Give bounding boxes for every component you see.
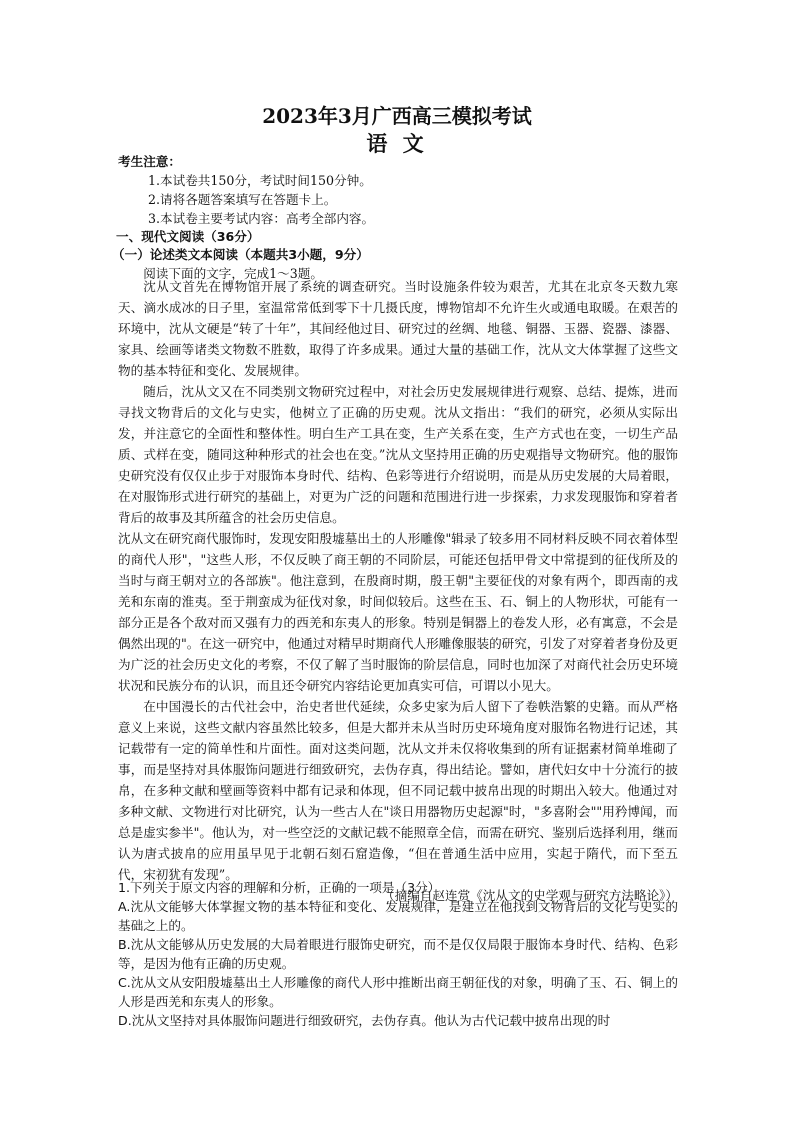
option-b: B.沈从文能够从历史发展的大局着眼进行服饰史研究，而不是仅仅局限于服饰本身时代、结构、色彩等，是因为他有正确的历史观。 xyxy=(118,937,678,971)
notice-item: 2.请将各题答案填写在答题卡上。 xyxy=(148,192,337,207)
notice-heading: 考生注意： xyxy=(118,154,181,169)
question-stem: 1.下列关于原文内容的理解和分析，正确的一项是（3分） xyxy=(118,880,441,895)
section-subtitle: （一）论述类文本阅读（本题共3小题，9分） xyxy=(112,247,369,262)
option-d: D.沈从文坚持对具体服饰问题进行细致研究，去伪存真。他认为古代记载中披帛出现的时 xyxy=(118,1013,611,1028)
reading-instruction: 阅读下面的文字，完成1～3题。 xyxy=(143,266,323,281)
article-paragraph: 在中国漫长的古代社会中，治史者世代延续，众多史家为后人留下了卷帙浩繁的史籍。而从严格意义上来说，这些文献内容虽然比较多，但是大都并未从当时历史环境角度对服饰名物进行记述，其记载带有一定的简单性和片面性。面对这类问题，沈从文并未仅将收集到的所有证据素材简单堆砌了事，而是坚持对具体服饰问题进行细致研究，去伪存真，得出结论。譬如，唐代妇女中十分流行的披帛，在多种文献和壁画等资料中都有记录和体现，但不同记载中披帛出现的时期出入较大。他通过对多种文献、文物进行对比研究，认为一些古人在"谈日用器物历史起源"时，"多喜附会""用矜博闻，而总是虚实参半"。他认为，对一些空泛的文献记载不能照章全信，而需在研究、鉴别后选择利用，继而认为唐式披帛的应用虽早见于北朝石刻石窟造像，“但在普通生活中应用，实起于隋代，而下至五代，宋初犹有发现”。 xyxy=(118,699,678,882)
option-c: C.沈从文从安阳殷墟墓出土人形雕像的商代人形中推断出商王朝征伐的对象，明确了玉、石、铜上的人形是西羌和东夷人的形象。 xyxy=(118,975,678,1009)
article-source: （摘编自赵连赏《沈从文的史学观与研究方法略论》） xyxy=(382,888,678,903)
article-paragraph: 随后，沈从文又在不同类别文物研究过程中，对社会历史发展规律进行观察、总结、提炼，进而寻找文物背后的文化与史实，他树立了正确的历史观。沈从文指出：“我们的研究，必须从实际出发，并注意它的全面性和整体性。明白生产工具在变，生产关系在变，生产方式也在变，一切生产品质、式样在变，随同这种种形式的社会也在变。”沈从文坚持用正确的历史观指导文物研究。他的服饰史研究没有仅仅止步于对服饰本身时代、结构、色彩等进行介绍说明，而是从历史发展的大局着眼，在对服饰形式进行研究的基础上，对更为广泛的问题和范围进行进一步探索，力求发现服饰和穿着者背后的故事及其所蕴含的社会历史信息。 xyxy=(118,384,678,525)
section-title: 一、现代文阅读（36分） xyxy=(116,229,260,244)
article-paragraph: 沈从文首先在博物馆开展了系统的调查研究。当时设施条件较为艰苦，尤其在北京冬天数九寒天、滴水成冰的日子里，室温常常低到零下十几摄氏度，博物馆却不允许生火或通电取暖。在艰苦的环境中，沈从文硬是“转了十年”，其间经他过目、研究过的丝绸、地毯、铜器、玉器、瓷器、漆器、家具、绘画等诸类文物数不胜数，取得了许多成果。通过大量的基础工作，沈从文大体掌握了这些文物的基本特征和变化、发展规律。 xyxy=(118,279,678,378)
article-body xyxy=(118,276,678,906)
exam-title: 2023年3月广西高三模拟考试 xyxy=(262,104,532,128)
article-paragraph: 沈从文在研究商代服饰时，发现安阳殷墟墓出土的人形雕像"辑录了较多用不同材料反映不同衣着体型的商代人形"，"这些人形，不仅反映了商王朝的不同阶层，可能还包括甲骨文中常提到的征伐所及的当时与商王朝对立的各部族"。他注意到，在殷商时期，殷王朝"主要征伐的对象有两个，即西南的戎羌和东南的淮夷。至于荆蛮成为征伐对象，时间似较后。这些在玉、石、铜上的人物形状，可能有一部分正是各个敌对而又强有力的西羌和东夷人的形象。特别是铜器上的卷发人形，必有寓意，不会是偶然出现的"。在这一研究中，他通过对精早时期商代人形雕像服装的研究，引发了对穿着者身份及更为广泛的社会历史文化的考察，不仅了解了当时服饰的阶层信息，同时也加深了对商代社会历史环境状况和民族分布的认识，而且还令研究内容结论更加真实可信，可谓以小见大。 xyxy=(118,531,678,693)
question-1 xyxy=(118,878,678,1030)
notice-block xyxy=(112,153,678,283)
subject-title: 语 文 xyxy=(366,131,428,156)
notice-item: 1.本试卷共150分，考试时间150分钟。 xyxy=(148,173,372,188)
notice-item: 3.本试卷主要考试内容：高考全部内容。 xyxy=(148,211,375,226)
option-a: A.沈从文能够大体掌握文物的基本特征和变化、发展规律，是建立在他找到文物背后的文化与史实的基础之上的。 xyxy=(118,899,678,933)
